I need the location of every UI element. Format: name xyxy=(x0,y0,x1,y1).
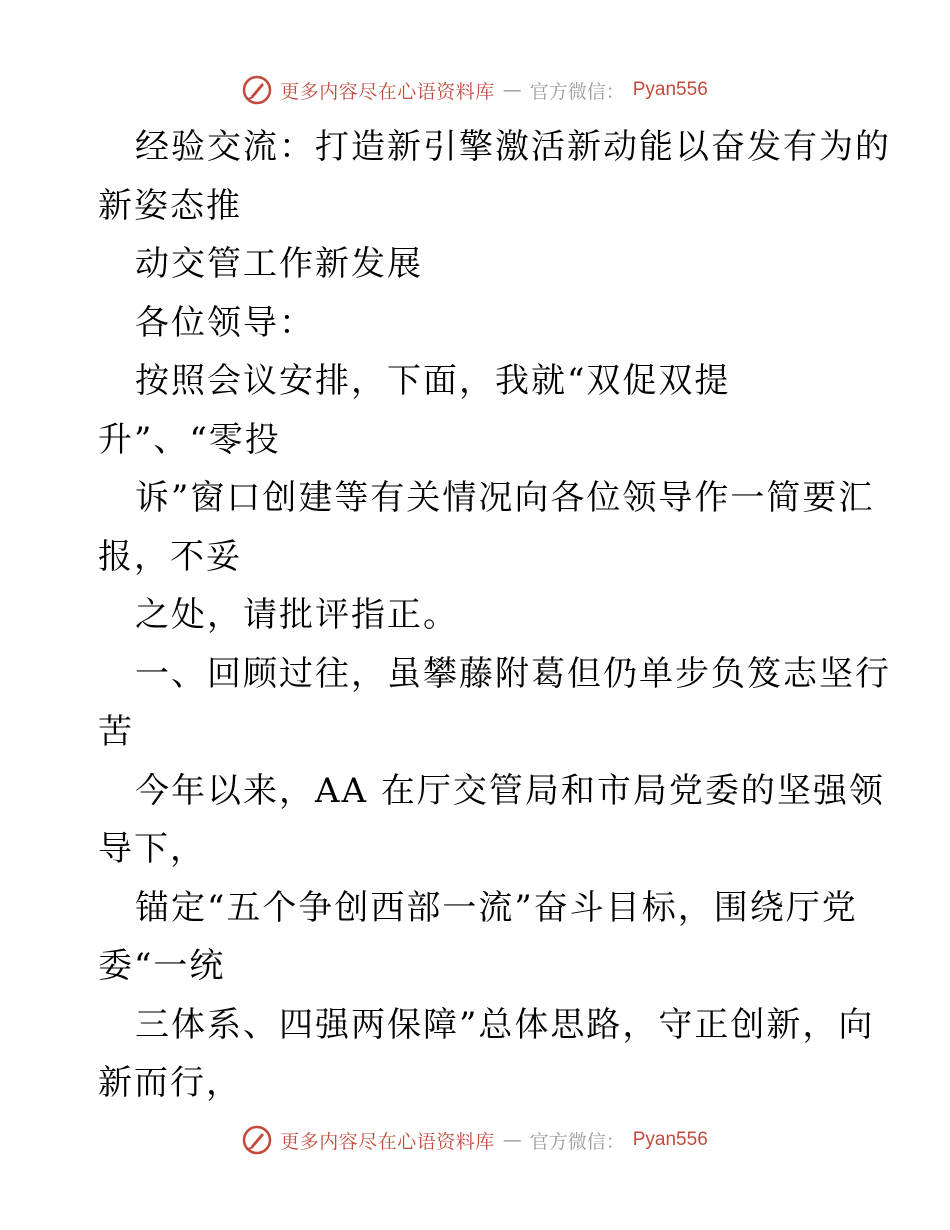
quill-logo-icon xyxy=(242,1125,272,1155)
document-line: 今年以来，AA 在厅交管局和市局党委的坚强领 xyxy=(135,770,885,811)
document-line: 委“一统 xyxy=(98,946,226,986)
document-line: 动交管工作新发展 xyxy=(135,244,423,284)
watermark-dash: — xyxy=(502,79,522,101)
document-line: 诉”窗口创建等有关情况向各位领导作一简要汇 xyxy=(135,478,875,518)
watermark-wechat-label: 官方微信： xyxy=(529,80,625,103)
document-line: 新而行， xyxy=(98,1063,242,1103)
document-line: 新姿态推 xyxy=(98,185,242,226)
document-line: 按照会议安排，下面，我就“双促双提 xyxy=(135,361,731,401)
document-line: 经验交流：打造新引擎激活新动能以奋发有为的 xyxy=(135,127,891,167)
watermark-wechat-handle: Pyan556 xyxy=(632,1129,708,1150)
document-body xyxy=(98,118,891,1113)
watermark-wechat-handle: Pyan556 xyxy=(632,79,708,100)
header-watermark xyxy=(0,70,950,110)
document-line: 之处，请批评指正。 xyxy=(135,595,459,635)
document-line: 三体系、四强两保障”总体思路，守正创新，向 xyxy=(135,1004,875,1045)
watermark-site-text: 更多内容尽在心语资料库 xyxy=(280,1130,495,1153)
watermark-wechat-label: 官方微信： xyxy=(529,1130,625,1153)
document-line: 苦 xyxy=(98,712,134,752)
quill-logo-icon xyxy=(242,75,272,105)
watermark-site-text: 更多内容尽在心语资料库 xyxy=(280,80,495,103)
document-line: 各位领导： xyxy=(135,302,315,343)
document-line: 升”、“零投 xyxy=(98,419,281,460)
document-line: 导下， xyxy=(98,829,206,869)
document-line: 锚定“五个争创西部一流”奋斗目标，围绕厅党 xyxy=(135,887,858,928)
document-line: 一、回顾过往，虽攀藤附葛但仍单步负笈志坚行 xyxy=(135,653,891,694)
footer-watermark xyxy=(0,1120,950,1160)
watermark-dash: — xyxy=(502,1129,522,1151)
document-line: 报，不妥 xyxy=(98,536,242,577)
